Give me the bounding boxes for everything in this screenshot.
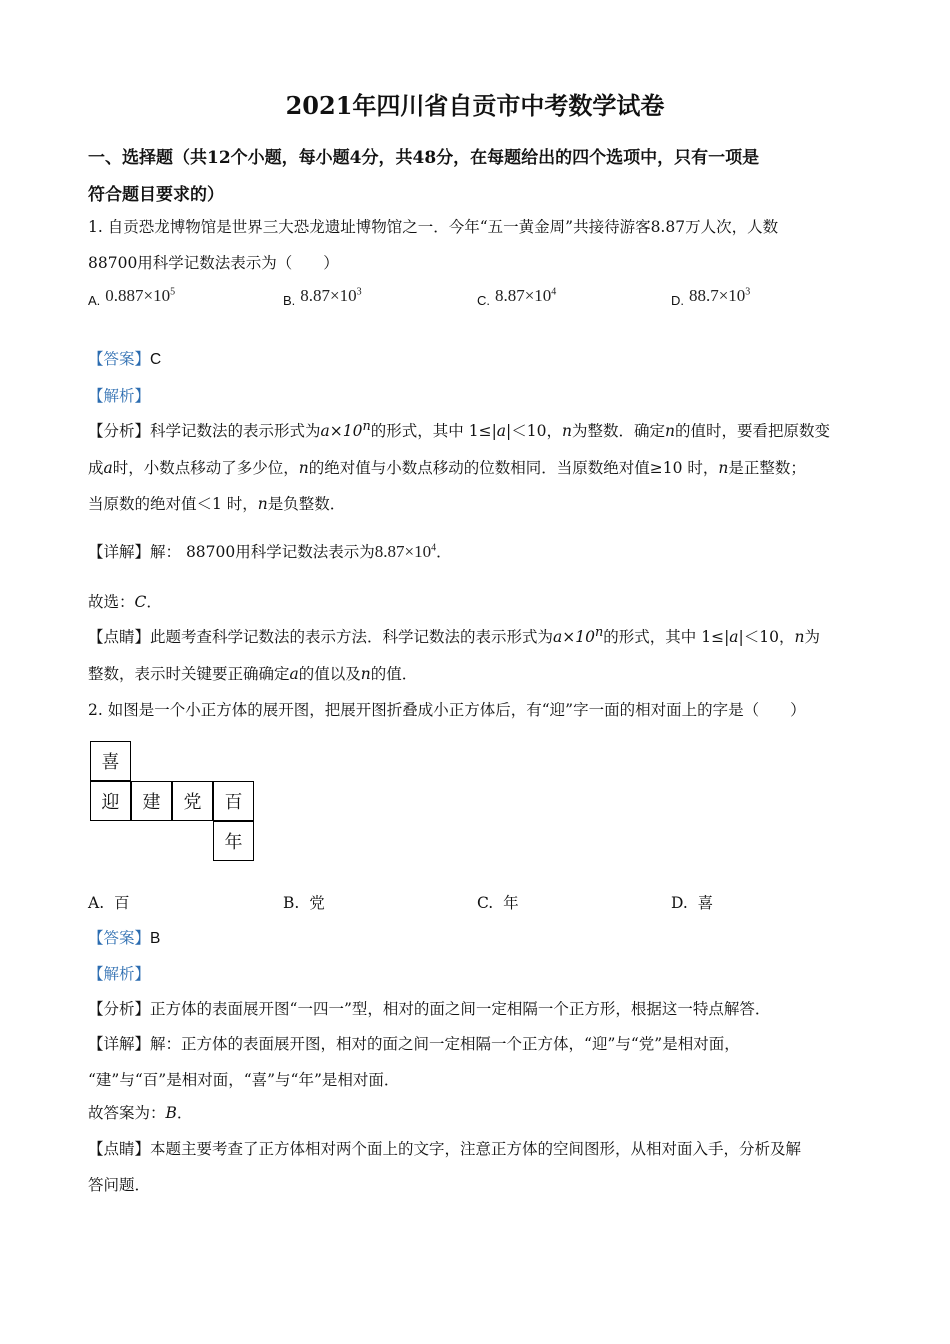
q1-fenxi-line3: 当原数的绝对值＜1 时，n是负整数． — [88, 495, 346, 513]
q1-stem-line2: 88700用科学记数法表示为（ ） — [88, 254, 339, 272]
q2-option-d: D. 喜 — [671, 894, 714, 912]
q2-xiangjie-line2: “建”与“百”是相对面，“喜”与“年”是相对面． — [88, 1071, 400, 1089]
q1-jiexi: 【解析】 — [88, 387, 151, 405]
option-label: C. — [477, 293, 490, 308]
q1-fenxi-line2: 成a时，小数点移动了多少位，n的绝对值与小数点移动的位数相同．当原数绝对值≥10 时，n是正整数； — [88, 459, 806, 477]
q2-jiexi: 【解析】 — [88, 965, 151, 983]
q1-fenxi-line1: 【分析】科学记数法的表示形式为$a\times 10^n$的形式，其中 1≤|a|＜10，n为整数．确定n的值时，要看把原数变 — [88, 419, 830, 441]
q2-dianjing-line1: 【点睛】本题主要考查了正方体相对两个面上的文字，注意正方体的空间图形，从相对面入手，分析及解 — [88, 1140, 802, 1158]
net-cell-row-1: 迎 — [90, 781, 131, 821]
net-cell-row-3: 党 — [172, 781, 213, 821]
option-label: A. — [88, 293, 101, 308]
section-heading-line2: 符合题目要求的） — [88, 185, 224, 205]
q1-option-a: $_{A.}$ $0.887\times 10^5$ — [88, 286, 176, 308]
q2-option-a: A. 百 — [88, 894, 130, 912]
q2-gudaan: 故答案为：B． — [88, 1104, 193, 1122]
option-label: D. — [671, 293, 684, 308]
q1-option-c: $_{C.}$ $8.87\times 10^4$ — [477, 286, 557, 308]
q2-stem: 2. 如图是一个小正方体的展开图，把展开图折叠成小正方体后，有“迎”字一面的相对面上的字是（ ） — [88, 701, 806, 719]
q2-xiangjie-line1: 【详解】解：正方体的表面展开图，相对的面之间一定相隔一个正方体，“迎”与“党”是相对面， — [88, 1035, 740, 1053]
q1-option-d: $_{D.}$ $88.7\times 10^3$ — [671, 286, 751, 308]
q2-fenxi: 【分析】正方体的表面展开图“一四一”型，相对的面之间一定相隔一个正方形，根据这一特点解答． — [88, 1000, 771, 1018]
page-title: 2021年四川省自贡市中考数学试卷 — [285, 91, 665, 120]
net-cell-top: 喜 — [90, 741, 131, 781]
q1-answer: 【答案】C — [88, 350, 162, 368]
q2-answer: 【答案】B — [88, 929, 161, 947]
q1-guxuan: 故选：C． — [88, 593, 162, 611]
option-label: B. — [283, 293, 296, 308]
q1-stem-line1: 1. 自贡恐龙博物馆是世界三大恐龙遗址博物馆之一．今年“五一黄金周”共接待游客8.87万人次，人数 — [88, 218, 779, 236]
q1-dianjing-line2: 整数，表示时关键要正确确定a的值以及n的值． — [88, 665, 418, 683]
net-cell-bottom: 年 — [213, 821, 254, 861]
q1-option-b: $_{B.}$ $8.87\times 10^3$ — [283, 286, 362, 308]
q1-dianjing-line1: 【点睛】此题考查科学记数法的表示方法．科学记数法的表示形式为$a\times 10^n$的形式，其中 1≤|a|＜10，n为 — [88, 625, 820, 647]
q1-xiangjie: 【详解】解： 88700用科学记数法表示为$8.87\times 10^4$． — [88, 542, 452, 561]
net-cell-row-2: 建 — [131, 781, 172, 821]
q2-option-b: B. 党 — [283, 894, 325, 912]
section-heading-line1: 一、选择题（共12个小题，每小题4分，共48分，在每题给出的四个选项中，只有一项是 — [88, 148, 760, 168]
net-cell-row-4: 百 — [213, 781, 254, 821]
q2-option-c: C. 年 — [477, 894, 519, 912]
q2-dianjing-line2: 答问题． — [88, 1176, 151, 1194]
